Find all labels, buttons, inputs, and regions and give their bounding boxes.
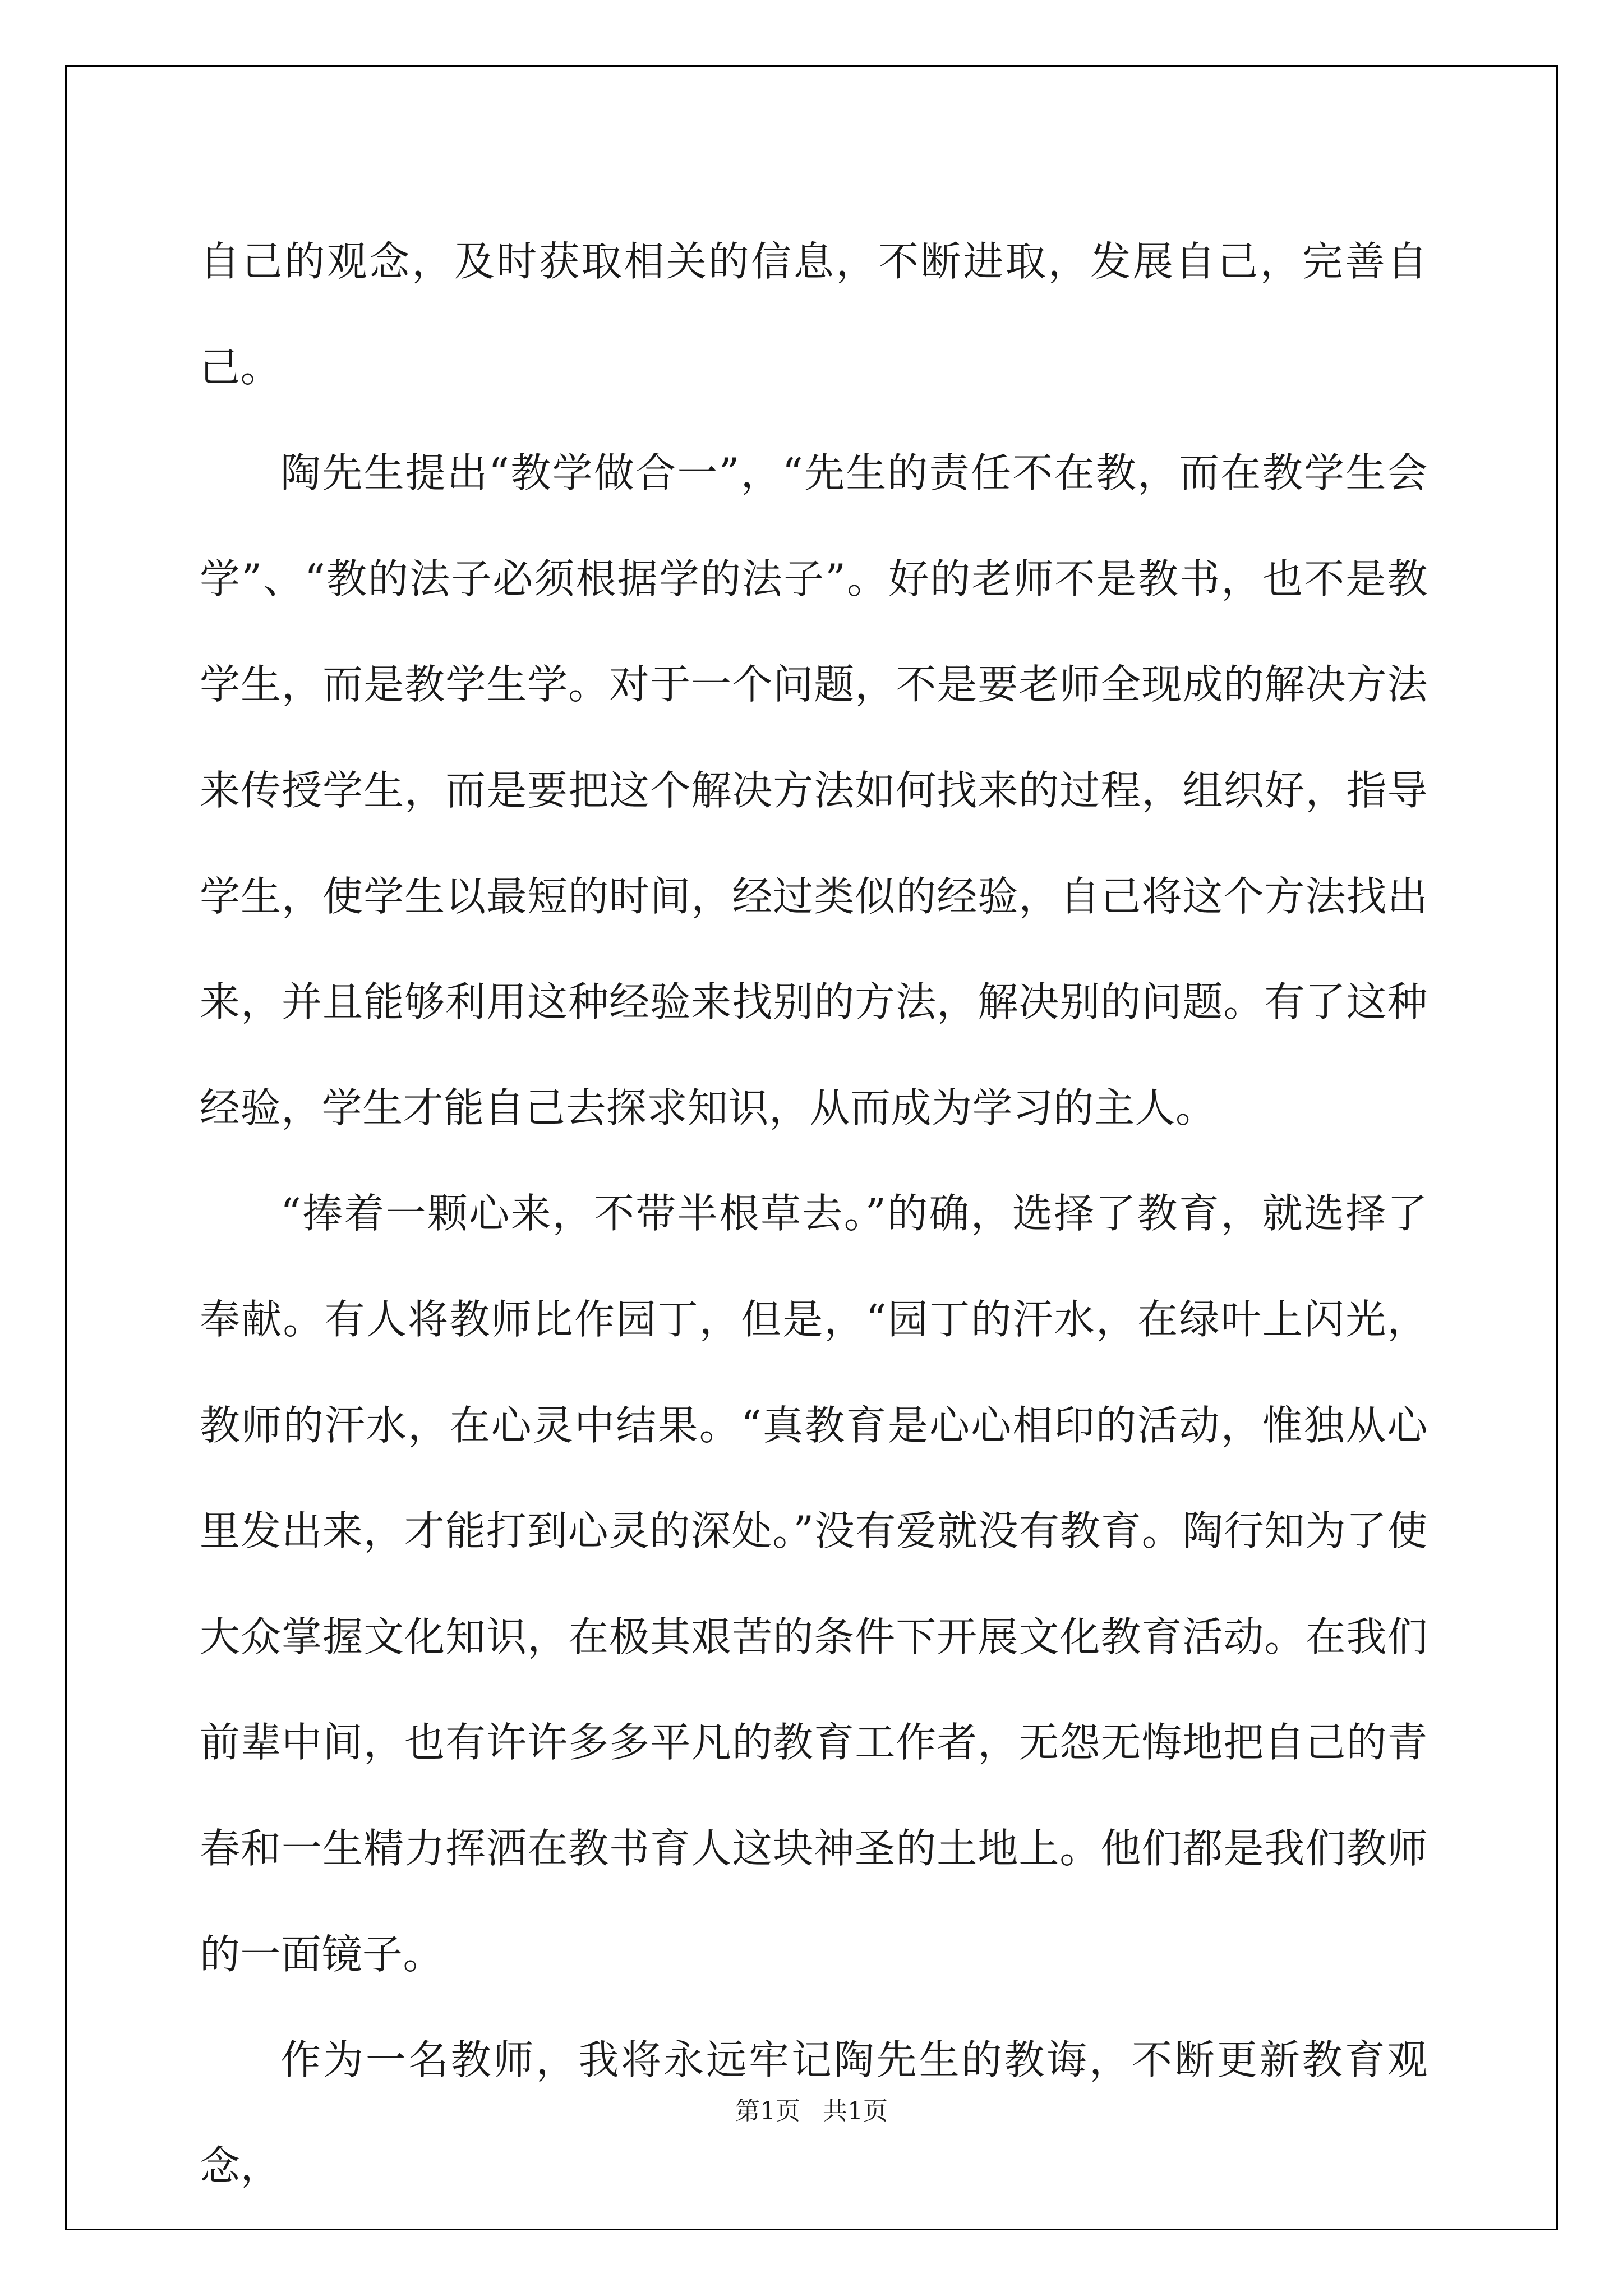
page-number-total: 共1页	[823, 2097, 888, 2125]
document-body	[200, 209, 1428, 2219]
paragraph-dedication: “捧着一颗心来，不带半根草去。”的确，选择了教育，就选择了奉献。有人将教师比作园丁，但是，“园丁的汗水，在绿叶上闪光，教师的汗水，在心灵中结果。“真教育是心心相印的活动，惟独从心里发出来，才能打到心灵的深处。”没有爱就没有教育。陶行知为了使大众掌握文化知识，在极其艰苦的条件下开展文化教育活动。在我们前辈中间，也有许许多多平凡的教育工作者，无怨无悔地把自己的青春和一生精力挥洒在教书育人这块神圣的土地上。他们都是我们教师的一面镜子。	[200, 1190, 1428, 1978]
paragraph-continuation: 自己的观念，及时获取相关的信息，不断进取，发展自己，完善自己。	[200, 238, 1428, 391]
paragraph-conclusion: 作为一名教师，我将永远牢记陶先生的教诲，不断更新教育观念，	[200, 2036, 1428, 2189]
paragraph-teaching-method: 陶先生提出“教学做合一”，“先生的责任不在教，而在教学生会学”、“教的法子必须根据学的法子”。好的老师不是教书，也不是教学生，而是教学生学。对于一个问题，不是要老师全现成的解决方法来传授学生，而是要把这个解决方法如何找来的过程，组织好，指导学生，使学生以最短的时间，经过类似的经验，自己将这个方法找出来，并且能够利用这种经验来找别的方法，解决别的问题。有了这种经验，学生才能自己去探求知识，从而成为学习的主人。	[200, 449, 1428, 1131]
page-footer	[0, 2095, 1623, 2128]
page-number-current: 第1页	[735, 2097, 800, 2125]
